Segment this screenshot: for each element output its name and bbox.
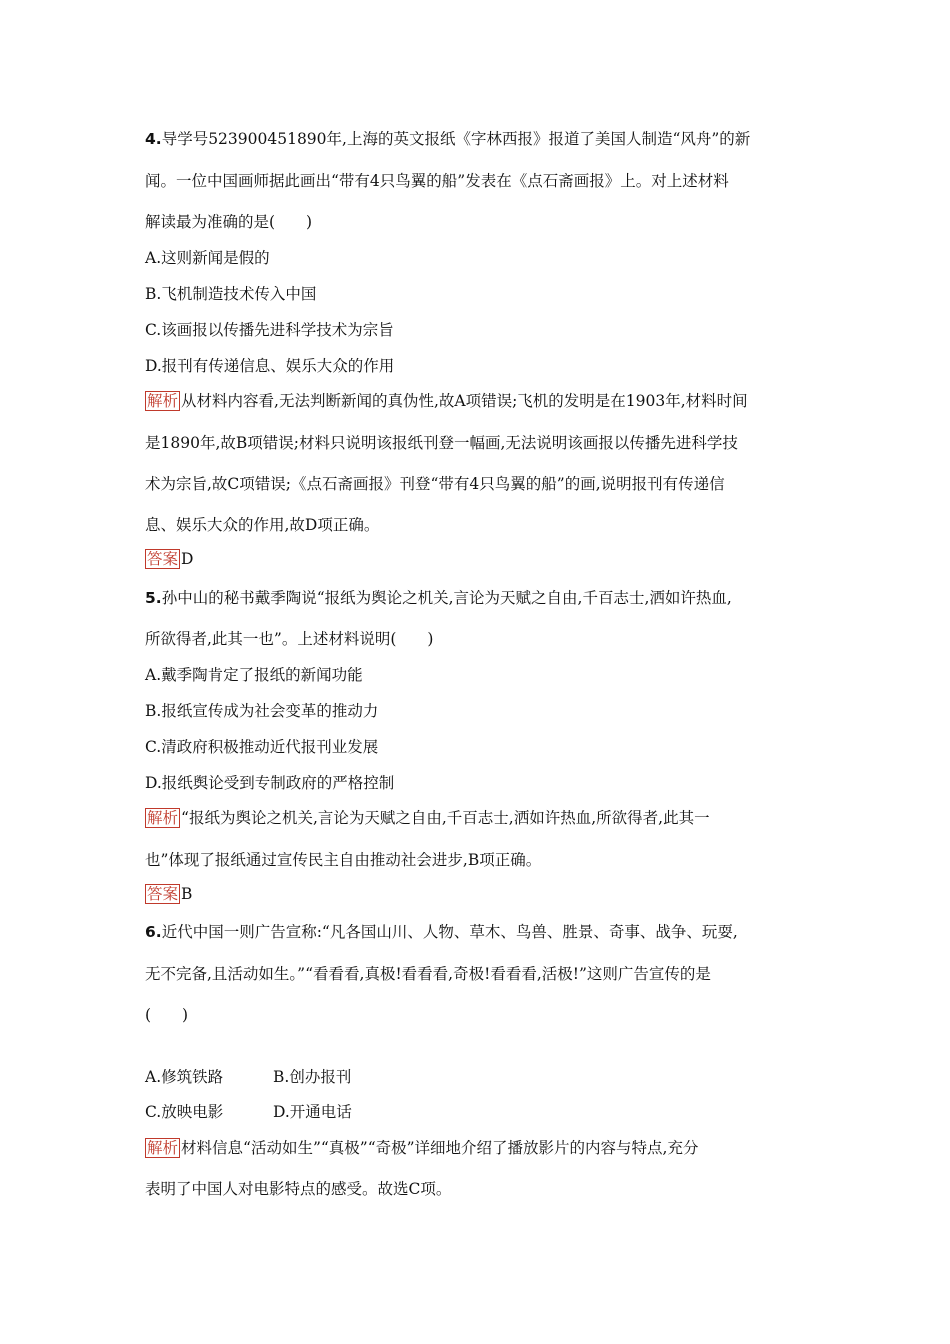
analysis-label: 解析 — [147, 392, 179, 410]
analysis-line: 术为宗旨,故C项错误;《点石斋画报》刊登“带有4只鸟翼的船”的画,说明报刊有传递信 — [145, 475, 725, 493]
question-stem-line: 4.导学号523900451890年,上海的英文报纸《字林西报》报道了美国人制造“风舟”的新 — [145, 130, 751, 148]
option-d: D.报刊有传递信息、娱乐大众的作用 — [145, 357, 395, 375]
question-stem-line: ( ) — [145, 1006, 189, 1024]
analysis-line: 表明了中国人对电影特点的感受。故选C项。 — [145, 1180, 452, 1198]
option-d: D.报纸舆论受到专制政府的严格控制 — [145, 774, 395, 792]
question-stem-line: 无不完备,且活动如生。”“看看看,真极!看看看,奇极!看看看,活极!”这则广告宣传的是 — [145, 965, 711, 983]
answer-value: B — [181, 885, 193, 903]
option-a: A.戴季陶肯定了报纸的新闻功能 — [145, 666, 363, 684]
option-d: D.开通电话 — [273, 1103, 352, 1121]
answer-label: 答案 — [147, 885, 179, 903]
analysis-line: 息、娱乐大众的作用,故D项正确。 — [145, 516, 380, 534]
answer-value: D — [181, 550, 194, 568]
options-row — [145, 1065, 351, 1087]
question-number: 5. — [145, 589, 162, 607]
option-c: C.放映电影 — [145, 1103, 224, 1121]
question-stem-line: 闻。一位中国画师据此画出“带有4只鸟翼的船”发表在《点石斋画报》上。对上述材料 — [145, 172, 729, 190]
option-a: A.修筑铁路 — [145, 1068, 224, 1086]
question-number: 4. — [145, 130, 162, 148]
option-c: C.该画报以传播先进科学技术为宗旨 — [145, 321, 394, 339]
option-b: B.报纸宣传成为社会变革的推动力 — [145, 702, 379, 720]
analysis-line: 是1890年,故B项错误;材料只说明该报纸刊登一幅画,无法说明该画报以传播先进科学技 — [145, 434, 738, 452]
option-b: B.创办报刊 — [273, 1068, 352, 1086]
option-a: A.这则新闻是假的 — [145, 249, 270, 267]
analysis-line: 也”体现了报纸通过宣传民主自由推动社会进步,B项正确。 — [145, 851, 542, 869]
analysis-line: 解析 “报纸为舆论之机关,言论为天赋之自由,千百志士,洒如许热血,所欲得者,此其一 — [147, 809, 710, 827]
analysis-label: 解析 — [147, 1139, 179, 1157]
options-row — [145, 1100, 352, 1122]
question-stem-line: 解读最为准确的是( ) — [145, 213, 313, 231]
analysis-line: 解析 从材料内容看,无法判断新闻的真伪性,故A项错误;飞机的发明是在1903年,材料时间 — [147, 392, 748, 410]
analysis-label: 解析 — [147, 809, 179, 827]
option-b: B.飞机制造技术传入中国 — [145, 285, 317, 303]
answer-line — [145, 549, 193, 569]
answer-label: 答案 — [147, 550, 179, 568]
question-stem-line: 6.近代中国一则广告宣称:“凡各国山川、人物、草木、鸟兽、胜景、奇事、战争、玩耍, — [145, 923, 738, 941]
option-c: C.清政府积极推动近代报刊业发展 — [145, 738, 379, 756]
answer-line — [145, 884, 192, 904]
analysis-line: 解析 材料信息“活动如生”“真极”“奇极”详细地介绍了播放影片的内容与特点,充分 — [147, 1139, 699, 1157]
question-stem-line: 5.孙中山的秘书戴季陶说“报纸为舆论之机关,言论为天赋之自由,千百志士,洒如许热血, — [145, 589, 732, 607]
question-stem-line: 所欲得者,此其一也”。上述材料说明( ) — [145, 630, 434, 648]
question-number: 6. — [145, 923, 162, 941]
